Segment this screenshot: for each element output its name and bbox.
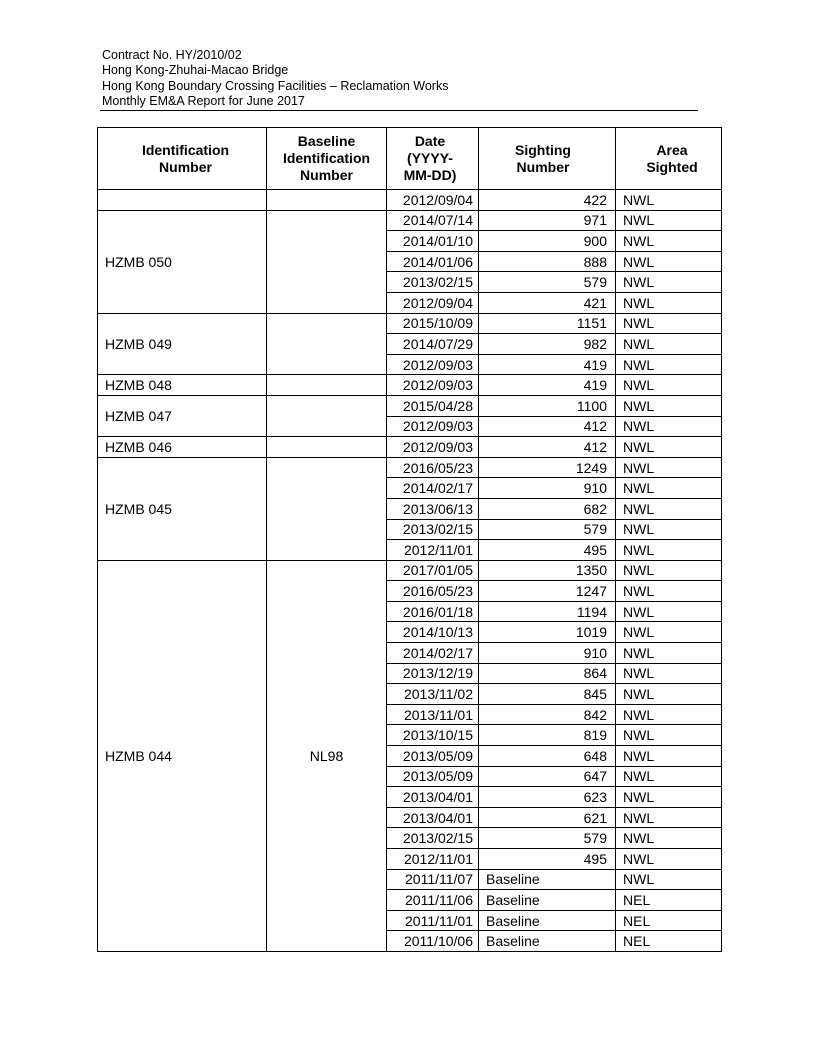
sighting-number-cell: 412: [479, 416, 616, 437]
area-sighted-cell: NWL: [616, 807, 722, 828]
date-cell: 2013/11/01: [387, 704, 479, 725]
area-sighted-cell: NWL: [616, 601, 722, 622]
works-name: Hong Kong Boundary Crossing Facilities – Reclamation Works: [102, 78, 449, 93]
date-cell: 2013/05/09: [387, 746, 479, 767]
sighting-number-cell: 1100: [479, 395, 616, 416]
area-sighted-cell: NEL: [616, 931, 722, 952]
date-cell: 2013/05/09: [387, 766, 479, 787]
date-cell: 2012/09/03: [387, 437, 479, 458]
area-sighted-cell: NWL: [616, 395, 722, 416]
header-line: Number: [516, 158, 570, 175]
sighting-number-cell: 421: [479, 292, 616, 313]
date-cell: 2011/11/06: [387, 890, 479, 911]
area-sighted-cell: NWL: [616, 828, 722, 849]
sighting-number-cell: 495: [479, 849, 616, 870]
date-cell: 2014/07/14: [387, 210, 479, 231]
date-cell: 2016/05/23: [387, 457, 479, 478]
baseline-id-cell: [267, 190, 387, 211]
date-cell: 2013/04/01: [387, 807, 479, 828]
area-sighted-cell: NWL: [616, 334, 722, 355]
sighting-number-cell: 682: [479, 498, 616, 519]
baseline-id-cell: [267, 395, 387, 436]
area-sighted-cell: NWL: [616, 746, 722, 767]
baseline-id-cell: [267, 313, 387, 375]
area-sighted-cell: NWL: [616, 684, 722, 705]
date-cell: 2013/02/15: [387, 272, 479, 293]
sightings-table: [97, 127, 722, 952]
date-cell: 2013/04/01: [387, 787, 479, 808]
header-line: Date: [414, 133, 446, 149]
date-cell: 2014/07/29: [387, 334, 479, 355]
date-cell: 2012/11/01: [387, 849, 479, 870]
report-header: [102, 48, 448, 109]
date-cell: 2012/09/03: [387, 416, 479, 437]
area-sighted-cell: NWL: [616, 354, 722, 375]
table-row: [98, 210, 722, 231]
area-sighted-cell: NWL: [616, 272, 722, 293]
sighting-number-cell: 419: [479, 354, 616, 375]
sighting-number-cell: Baseline: [479, 910, 616, 931]
area-sighted-cell: NWL: [616, 787, 722, 808]
area-sighted-cell: NWL: [616, 581, 722, 602]
date-cell: 2013/06/13: [387, 498, 479, 519]
table-row: [98, 313, 722, 334]
date-cell: 2014/02/17: [387, 478, 479, 499]
header-line: MM-DD): [403, 167, 457, 183]
baseline-id-cell: [267, 375, 387, 396]
date-cell: 2015/04/28: [387, 395, 479, 416]
area-sighted-cell: NEL: [616, 890, 722, 911]
sighting-number-cell: 864: [479, 663, 616, 684]
header-line: Area: [656, 141, 688, 158]
date-cell: 2017/01/05: [387, 560, 479, 581]
identification-number-cell: HZMB 045: [98, 457, 267, 560]
header-line: Number: [300, 167, 353, 183]
sighting-number-cell: 1249: [479, 457, 616, 478]
sighting-number-cell: 495: [479, 540, 616, 561]
contract-number: Contract No. HY/2010/02: [102, 48, 242, 62]
header-line: Baseline: [297, 133, 356, 149]
date-cell: 2011/11/01: [387, 910, 479, 931]
header-line: (YYYY-: [407, 150, 453, 166]
sighting-number-cell: 910: [479, 643, 616, 664]
sighting-number-cell: 1350: [479, 560, 616, 581]
column-header-identification-number: [98, 128, 267, 190]
date-cell: 2013/11/02: [387, 684, 479, 705]
column-header-baseline-identification-number: [267, 128, 387, 190]
date-cell: 2012/09/03: [387, 375, 479, 396]
header-line: Sighting: [515, 141, 571, 158]
sighting-number-cell: Baseline: [479, 890, 616, 911]
table-header-row: [98, 128, 722, 190]
area-sighted-cell: NEL: [616, 910, 722, 931]
table-row: [98, 375, 722, 396]
sighting-number-cell: 623: [479, 787, 616, 808]
area-sighted-cell: NWL: [616, 560, 722, 581]
area-sighted-cell: NWL: [616, 457, 722, 478]
column-header-sighting-number: [479, 128, 616, 190]
table-row: [98, 437, 722, 458]
identification-number-cell: [98, 190, 267, 211]
area-sighted-cell: NWL: [616, 190, 722, 211]
identification-number-cell: HZMB 049: [98, 313, 267, 375]
area-sighted-cell: NWL: [616, 251, 722, 272]
area-sighted-cell: NWL: [616, 869, 722, 890]
sighting-number-cell: 621: [479, 807, 616, 828]
identification-number-cell: HZMB 048: [98, 375, 267, 396]
sighting-number-cell: Baseline: [479, 931, 616, 952]
area-sighted-cell: NWL: [616, 437, 722, 458]
area-sighted-cell: NWL: [616, 313, 722, 334]
date-cell: 2013/10/15: [387, 725, 479, 746]
sighting-number-cell: 845: [479, 684, 616, 705]
date-cell: 2014/01/10: [387, 231, 479, 252]
table-row: [98, 457, 722, 478]
identification-number-cell: HZMB 046: [98, 437, 267, 458]
area-sighted-cell: NWL: [616, 498, 722, 519]
baseline-id-cell: [267, 210, 387, 313]
sighting-number-cell: 819: [479, 725, 616, 746]
sighting-number-cell: 1019: [479, 622, 616, 643]
area-sighted-cell: NWL: [616, 292, 722, 313]
area-sighted-cell: NWL: [616, 643, 722, 664]
identification-number-cell: HZMB 047: [98, 395, 267, 436]
sighting-number-cell: 910: [479, 478, 616, 499]
sighting-number-cell: 1247: [479, 581, 616, 602]
identification-number-cell: HZMB 050: [98, 210, 267, 313]
table-body: [98, 190, 722, 952]
sighting-number-cell: 412: [479, 437, 616, 458]
header-line: Identification: [141, 141, 230, 158]
date-cell: 2014/01/06: [387, 251, 479, 272]
date-cell: 2012/09/03: [387, 354, 479, 375]
date-cell: 2013/12/19: [387, 663, 479, 684]
date-cell: 2012/11/01: [387, 540, 479, 561]
area-sighted-cell: NWL: [616, 704, 722, 725]
area-sighted-cell: NWL: [616, 622, 722, 643]
date-cell: 2014/02/17: [387, 643, 479, 664]
area-sighted-cell: NWL: [616, 725, 722, 746]
area-sighted-cell: NWL: [616, 766, 722, 787]
sighting-number-cell: 971: [479, 210, 616, 231]
area-sighted-cell: NWL: [616, 540, 722, 561]
sighting-number-cell: 900: [479, 231, 616, 252]
sighting-number-cell: 648: [479, 746, 616, 767]
date-cell: 2011/11/07: [387, 869, 479, 890]
project-name: Hong Kong-Zhuhai-Macao Bridge: [102, 63, 289, 78]
report-title: Monthly EM&A Report for June 2017: [102, 93, 305, 108]
identification-number-cell: HZMB 044: [98, 560, 267, 951]
column-header-date: [387, 128, 479, 190]
sighting-number-cell: 422: [479, 190, 616, 211]
sighting-number-cell: 419: [479, 375, 616, 396]
date-cell: 2016/01/18: [387, 601, 479, 622]
date-cell: 2013/02/15: [387, 828, 479, 849]
table-row: [98, 560, 722, 581]
baseline-id-cell: [267, 437, 387, 458]
area-sighted-cell: NWL: [616, 478, 722, 499]
baseline-id-cell: NL98: [267, 560, 387, 951]
column-header-area-sighted: [616, 128, 722, 190]
area-sighted-cell: NWL: [616, 210, 722, 231]
sighting-number-cell: 579: [479, 272, 616, 293]
header-divider: [100, 110, 698, 111]
area-sighted-cell: NWL: [616, 416, 722, 437]
sighting-number-cell: 647: [479, 766, 616, 787]
sighting-number-cell: 842: [479, 704, 616, 725]
table-row: [98, 395, 722, 416]
sighting-number-cell: 579: [479, 519, 616, 540]
sighting-number-cell: 1151: [479, 313, 616, 334]
baseline-id-cell: [267, 457, 387, 560]
date-cell: 2011/10/06: [387, 931, 479, 952]
date-cell: 2016/05/23: [387, 581, 479, 602]
sighting-number-cell: Baseline: [479, 869, 616, 890]
header-line: Number: [159, 158, 212, 175]
date-cell: 2014/10/13: [387, 622, 479, 643]
header-line: Identification: [282, 150, 371, 166]
table-row: [98, 190, 722, 211]
sighting-number-cell: 579: [479, 828, 616, 849]
sighting-number-cell: 1194: [479, 601, 616, 622]
date-cell: 2013/02/15: [387, 519, 479, 540]
date-cell: 2015/10/09: [387, 313, 479, 334]
sighting-number-cell: 888: [479, 251, 616, 272]
area-sighted-cell: NWL: [616, 231, 722, 252]
sighting-number-cell: 982: [479, 334, 616, 355]
area-sighted-cell: NWL: [616, 663, 722, 684]
area-sighted-cell: NWL: [616, 375, 722, 396]
date-cell: 2012/09/04: [387, 190, 479, 211]
header-line: Sighted: [646, 158, 698, 175]
area-sighted-cell: NWL: [616, 849, 722, 870]
area-sighted-cell: NWL: [616, 519, 722, 540]
date-cell: 2012/09/04: [387, 292, 479, 313]
